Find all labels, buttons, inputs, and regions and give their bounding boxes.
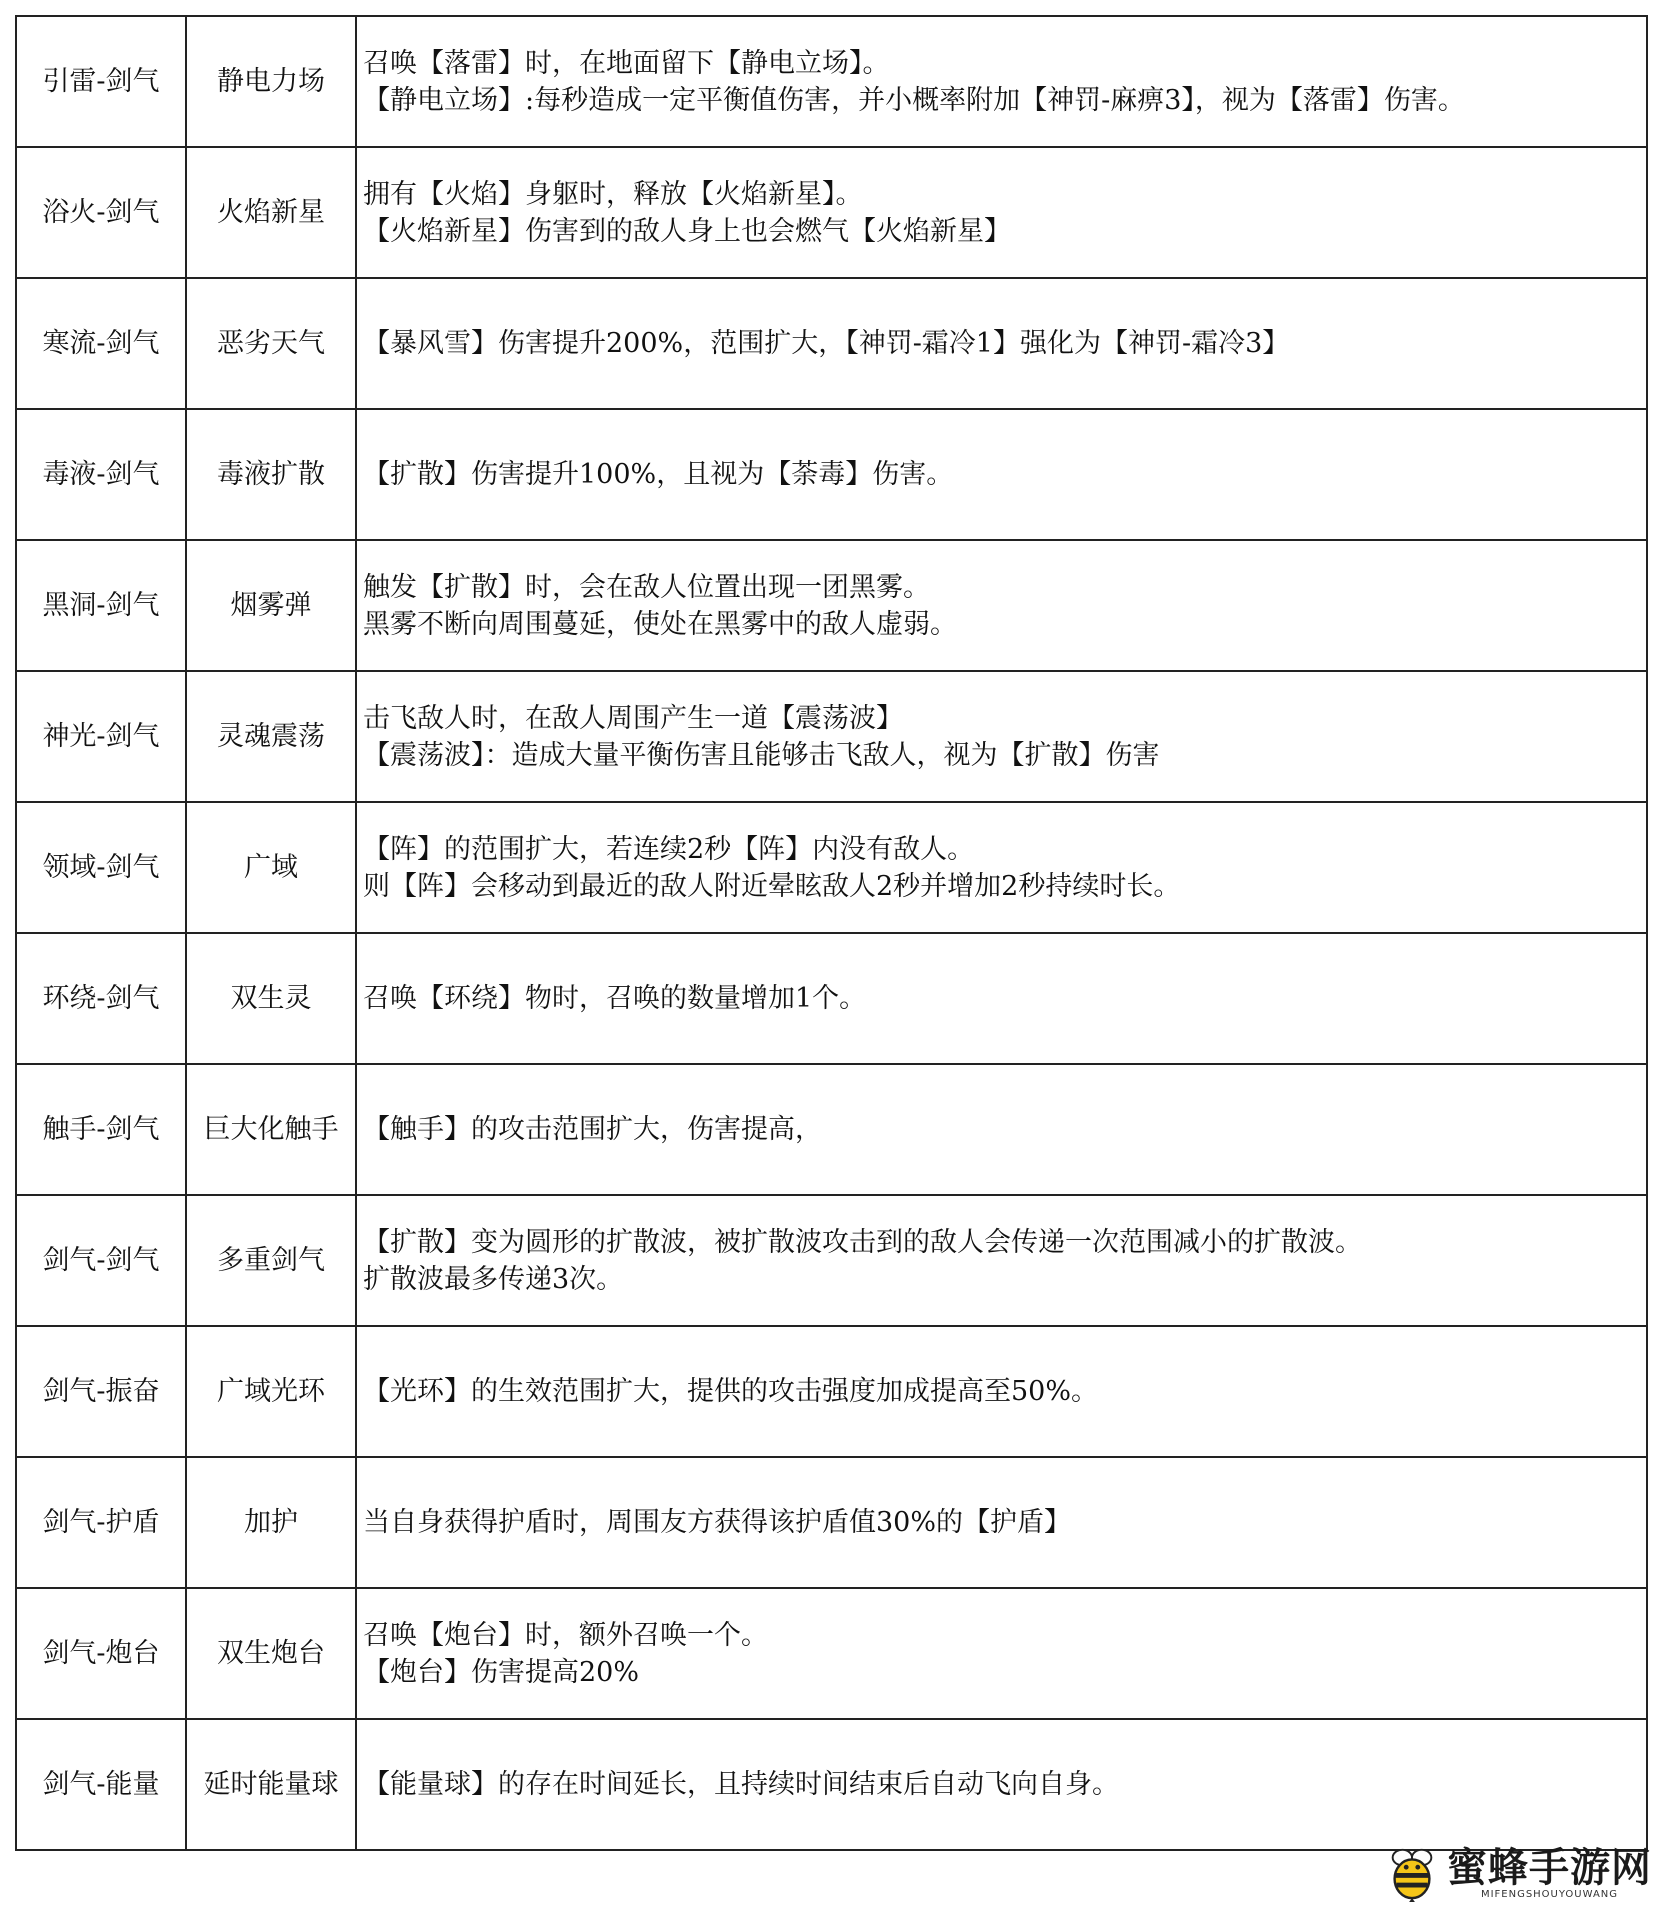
watermark-brand: 蜜蜂手游网 <box>1447 1845 1652 1891</box>
description-cell <box>356 278 1647 409</box>
combo-name-cell: 寒流-剑气 <box>16 278 186 409</box>
description-cell <box>356 1195 1647 1326</box>
watermark <box>1383 1844 1652 1902</box>
description-line: 【光环】的生效范围扩大，提供的攻击强度加成提高至50%。 <box>363 1376 1099 1407</box>
table-row <box>16 1195 1647 1326</box>
description-line: 【静电立场】:每秒造成一定平衡值伤害，并小概率附加【神罚-麻痹3】，视为【落雷】伤害。 <box>363 84 1465 116</box>
skill-name-cell: 广域光环 <box>186 1326 356 1457</box>
combo-name-cell: 触手-剑气 <box>16 1064 186 1195</box>
combo-name-cell: 浴火-剑气 <box>16 147 186 278</box>
skill-table <box>15 15 1648 1851</box>
description-line: 召唤【炮台】时，额外召唤一个。 <box>363 1619 768 1651</box>
description-cell <box>356 1719 1647 1850</box>
skill-name-cell: 灵魂震荡 <box>186 671 356 802</box>
skill-name-cell: 巨大化触手 <box>186 1064 356 1195</box>
description-line: 【暴风雪】伤害提升200%，范围扩大，【神罚-霜冷1】强化为【神罚-霜冷3】 <box>363 328 1290 359</box>
skill-name-cell: 双生灵 <box>186 933 356 1064</box>
skill-name-cell: 双生炮台 <box>186 1588 356 1719</box>
table-row <box>16 147 1647 278</box>
description-line: 【震荡波】：造成大量平衡伤害且能够击飞敌人，视为【扩散】伤害 <box>363 739 1160 771</box>
table-row <box>16 540 1647 671</box>
description-cell <box>356 802 1647 933</box>
watermark-sub: MIFENGSHOUYOUWANG <box>1480 1889 1619 1900</box>
description-line: 【能量球】的存在时间延长，且持续时间结束后自动飞向自身。 <box>363 1769 1119 1800</box>
combo-name-cell: 毒液-剑气 <box>16 409 186 540</box>
watermark-text <box>1447 1846 1652 1900</box>
description-cell <box>356 671 1647 802</box>
combo-name-cell: 剑气-炮台 <box>16 1588 186 1719</box>
combo-name-cell: 环绕-剑气 <box>16 933 186 1064</box>
table-row <box>16 802 1647 933</box>
skill-name-cell: 延时能量球 <box>186 1719 356 1850</box>
skill-name-cell: 广域 <box>186 802 356 933</box>
description-line: 拥有【火焰】身躯时，释放【火焰新星】。 <box>363 178 863 210</box>
skill-table-container <box>15 15 1648 1851</box>
table-row <box>16 16 1647 147</box>
description-line: 黑雾不断向周围蔓延，使处在黑雾中的敌人虚弱。 <box>363 608 957 640</box>
combo-name-cell: 剑气-能量 <box>16 1719 186 1850</box>
description-cell <box>356 16 1647 147</box>
description-line: 【触手】的攻击范围扩大，伤害提高， <box>363 1114 822 1145</box>
combo-name-cell: 引雷-剑气 <box>16 16 186 147</box>
table-row <box>16 1326 1647 1457</box>
description-line: 击飞敌人时，在敌人周围产生一道【震荡波】 <box>363 702 903 734</box>
skill-name-cell: 静电力场 <box>186 16 356 147</box>
description-cell <box>356 1064 1647 1195</box>
skill-name-cell: 多重剑气 <box>186 1195 356 1326</box>
table-row <box>16 409 1647 540</box>
description-cell <box>356 1326 1647 1457</box>
table-row <box>16 933 1647 1064</box>
combo-name-cell: 神光-剑气 <box>16 671 186 802</box>
combo-name-cell: 剑气-振奋 <box>16 1326 186 1457</box>
table-row <box>16 1064 1647 1195</box>
description-line: 召唤【环绕】物时，召唤的数量增加1个。 <box>363 983 867 1014</box>
description-line: 召唤【落雷】时，在地面留下【静电立场】。 <box>363 47 890 79</box>
combo-name-cell: 剑气-剑气 <box>16 1195 186 1326</box>
description-line: 【火焰新星】伤害到的敌人身上也会燃气【火焰新星】 <box>363 215 1011 247</box>
description-line: 【炮台】伤害提高20% <box>363 1656 640 1688</box>
description-line: 【扩散】变为圆形的扩散波，被扩散波攻击到的敌人会传递一次范围减小的扩散波。 <box>363 1226 1362 1258</box>
description-line: 触发【扩散】时，会在敌人位置出现一团黑雾。 <box>363 571 930 603</box>
description-line: 当自身获得护盾时，周围友方获得该护盾值30%的【护盾】 <box>363 1507 1072 1538</box>
description-cell <box>356 147 1647 278</box>
description-cell <box>356 1457 1647 1588</box>
combo-name-cell: 领域-剑气 <box>16 802 186 933</box>
description-line: 【阵】的范围扩大，若连续2秒【阵】内没有敌人。 <box>363 833 975 865</box>
description-line: 则【阵】会移动到最近的敌人附近晕眩敌人2秒并增加2秒持续时长。 <box>363 870 1181 902</box>
skill-table-body <box>16 16 1647 1850</box>
combo-name-cell: 黑洞-剑气 <box>16 540 186 671</box>
table-row <box>16 671 1647 802</box>
skill-name-cell: 烟雾弹 <box>186 540 356 671</box>
table-row <box>16 1719 1647 1850</box>
table-row <box>16 1588 1647 1719</box>
description-line: 扩散波最多传递3次。 <box>363 1263 624 1295</box>
description-cell <box>356 409 1647 540</box>
skill-name-cell: 恶劣天气 <box>186 278 356 409</box>
combo-name-cell: 剑气-护盾 <box>16 1457 186 1588</box>
bee-logo-icon <box>1383 1844 1441 1902</box>
description-line: 【扩散】伤害提升100%，且视为【荼毒】伤害。 <box>363 459 954 490</box>
description-cell <box>356 933 1647 1064</box>
skill-name-cell: 火焰新星 <box>186 147 356 278</box>
skill-name-cell: 毒液扩散 <box>186 409 356 540</box>
table-row <box>16 278 1647 409</box>
description-cell <box>356 1588 1647 1719</box>
skill-name-cell: 加护 <box>186 1457 356 1588</box>
table-row <box>16 1457 1647 1588</box>
description-cell <box>356 540 1647 671</box>
